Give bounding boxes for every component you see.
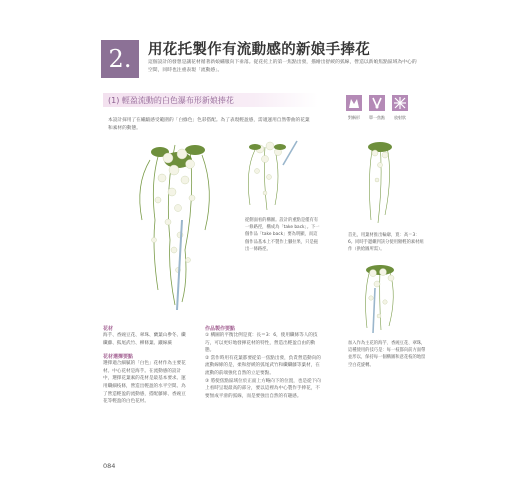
main-bouquet-photo: [130, 130, 230, 310]
icon-label-single-focus: 單一焦點: [369, 115, 385, 120]
materials-block: [103, 325, 188, 406]
icon-label-symmetry: 對稱形: [348, 115, 360, 120]
step-item: ② 當作時用有花葉都要從第一焦點出發，負責營造動向的流動線條的是，柔和舒緩的弧尾武竹和纖纖藤等葉材，在流動的前端強化自然的立足要點。: [205, 355, 321, 376]
step-item: ① 構圖的平衡比例是寬：長＝3：6，使用纖條等人的技巧，可以更好地發揮花材的特性，營造出輕盈自由的動態。: [205, 333, 318, 354]
radial-icon: [392, 95, 408, 111]
steps-title: 作品製作要點: [205, 326, 236, 332]
page-number: 084: [103, 462, 116, 470]
front-detail-photo: [345, 135, 415, 225]
side-view-photo: [235, 135, 305, 215]
step-item: ③ 將使焦點區域位於正面上方略向下的位置，也是從下向上看時呈現最高的部分，要以這裡為中心製作手捧花，不要無成平滑的弧線，而是要強出自然的有趣感。: [205, 378, 321, 399]
steps-block: [205, 325, 323, 400]
chapter-number: 2.: [108, 45, 132, 73]
symmetry-icon: [346, 95, 362, 111]
design-icons: [342, 95, 412, 129]
section-title: (1) 輕盈流動的白色瀑布形新娘捧花: [108, 96, 234, 105]
section-description: 本設計採用了在繡緞感受範圍的「白綠色」色彩搭配。為了表現輕盈感，需適運用自然帶曲的花葉和素材的動態。: [108, 118, 310, 131]
materials-text: 海芋、香豌豆花、翠珠、蘭葉山參冬、纖纖藤、狐尾武竹、柳條葉、鐵線蕨: [103, 333, 186, 346]
chapter-title: 用花托製作有流動感的新娘手捧花: [148, 42, 370, 58]
caption-side-detail: 加入作為主花的海芋、香豌豆花、翠珠，這種使用的技巧是：每一枝都向前方面帶並形以，保持每一個構圖和意花枝的地留空白花旋轉。: [348, 341, 426, 368]
single-focus-icon: [369, 95, 385, 111]
icon-label-radial: 放射狀: [394, 115, 406, 120]
chapter-number-box: [101, 40, 139, 78]
side-detail-photo: [345, 258, 415, 333]
selection-title: 花材選擇要點: [103, 354, 134, 361]
selection-text: 選擇適合細膩的「白色」花材作為主要花材。中心花材是海芋。在流動感的設計中，選擇花葉素的花材是最基本要求。運用纖細枝條，營造出輕盈的水平空間。為了營造輕盈的流動感，搭配藤條、香豌豆花等輕盈的白色花材。: [103, 361, 186, 405]
chapter-intro: 這個設計的發想是讓花材循著新娘繡服向下垂落。從花托上的第一焦點出發，描繪出舒緩的弧線，營造以新娘焦點區域為中心的空間，同時也注重表現「流動感」。: [148, 60, 417, 73]
caption-front-detail: 首先，用葉材推出輪廓，寬：高＝3：6。同時手邊繼到該分使用額輕的素材組作（供給圖所需）。: [348, 233, 424, 253]
caption-side-view: 從側面看的構圖。設計的重點是僅有有一條路徑，構成為「take back」。下一個作品「take back」要為明顯，而這個作品基本上不製作上腳拉果，只是拖出一條路徑。: [245, 218, 320, 252]
materials-title: 花材: [103, 326, 114, 332]
